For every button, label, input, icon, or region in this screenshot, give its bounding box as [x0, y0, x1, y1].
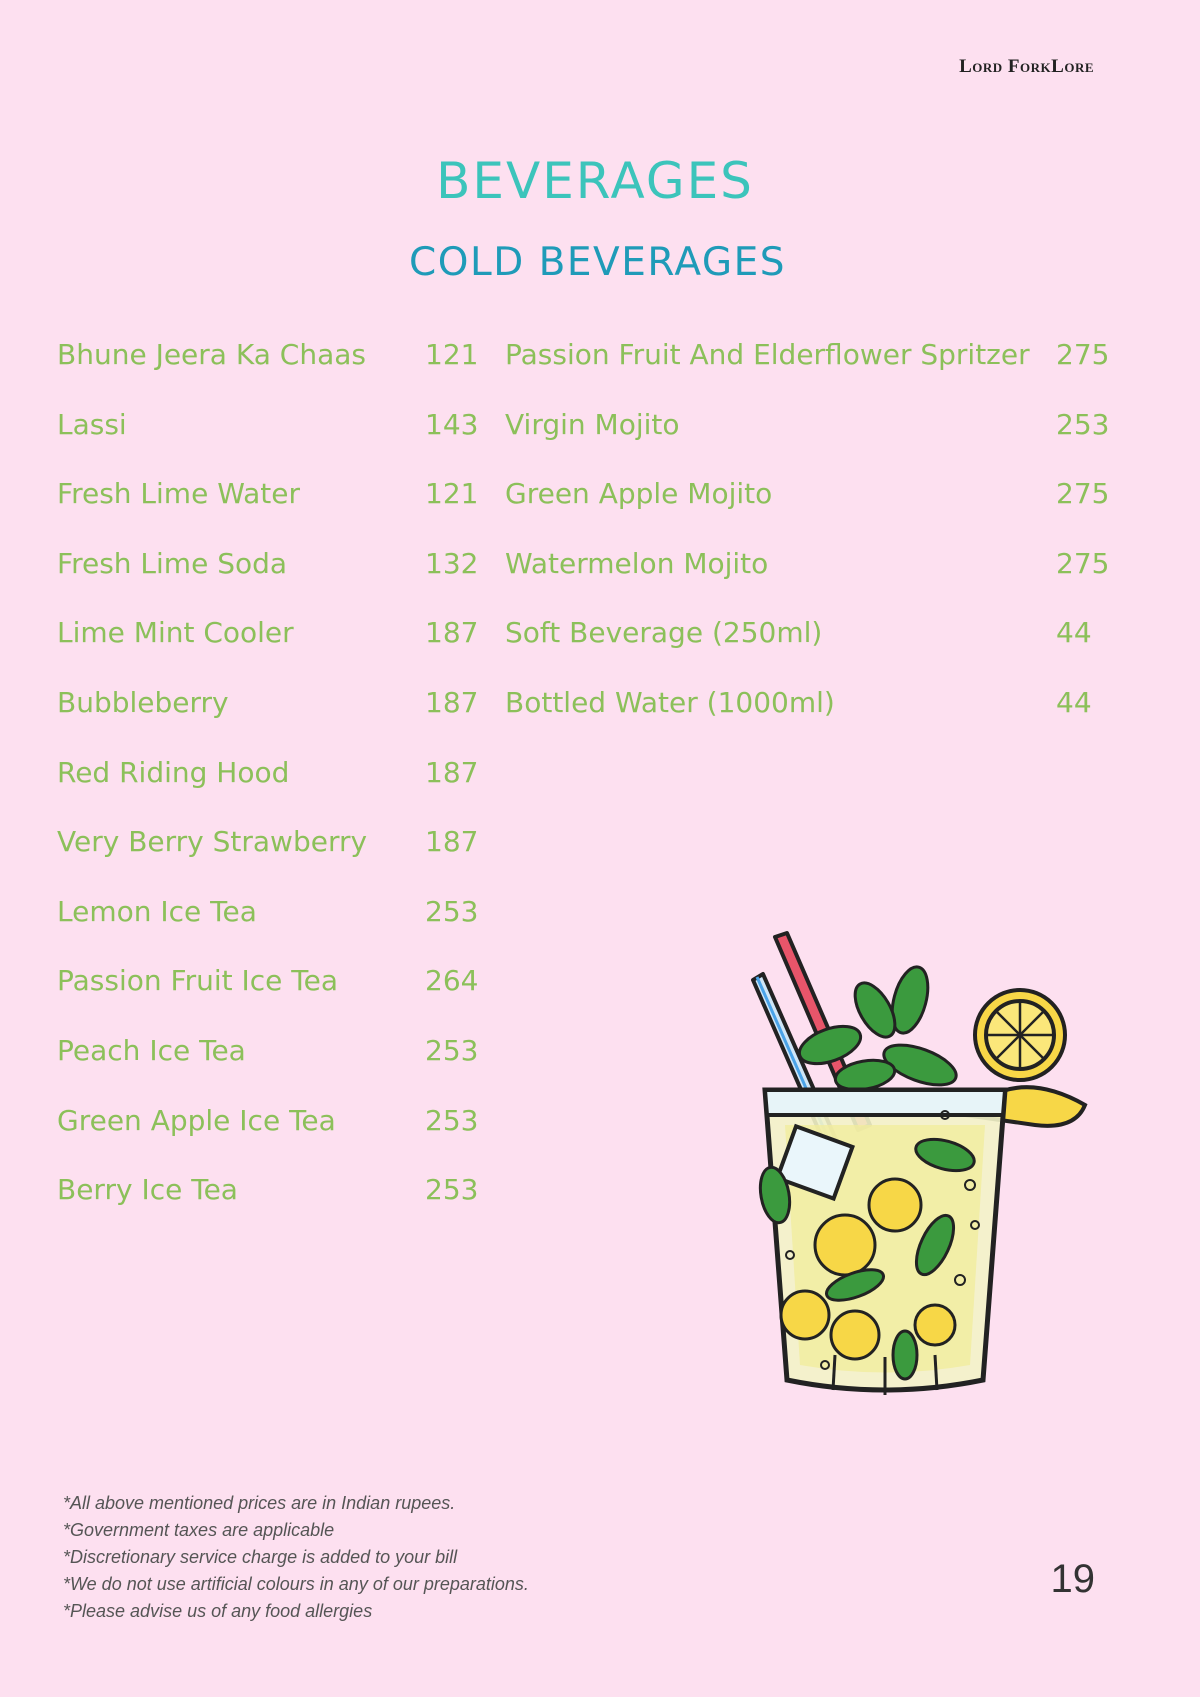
menu-item	[57, 964, 487, 1034]
menu-item	[57, 756, 487, 826]
item-name: Very Berry Strawberry	[57, 825, 368, 859]
mojito-glass-illustration	[745, 925, 1095, 1425]
footnote: *Government taxes are applicable	[63, 1520, 335, 1540]
menu-item	[57, 1173, 487, 1243]
item-price: 187	[425, 755, 479, 789]
menu-item	[57, 1104, 487, 1174]
item-price: 253	[425, 894, 479, 928]
item-name: Lemon Ice Tea	[57, 894, 257, 928]
item-name: Berry Ice Tea	[57, 1173, 238, 1207]
menu-item	[57, 1034, 487, 1104]
menu-item	[505, 338, 1125, 408]
item-name: Peach Ice Tea	[57, 1033, 246, 1067]
item-name: Bottled Water (1000ml)	[505, 685, 835, 719]
menu-item	[505, 547, 1125, 617]
menu-item	[505, 477, 1125, 547]
item-name: Lime Mint Cooler	[57, 616, 294, 650]
item-name: Green Apple Mojito	[505, 477, 773, 511]
menu-item	[57, 547, 487, 617]
item-price: 44	[1056, 685, 1092, 719]
footnotes	[63, 1490, 529, 1625]
item-name: Green Apple Ice Tea	[57, 1103, 336, 1137]
menu-item	[505, 686, 1125, 756]
item-price: 132	[425, 546, 479, 580]
menu-column-right	[505, 338, 1125, 756]
item-name: Watermelon Mojito	[505, 546, 769, 580]
item-name: Passion Fruit Ice Tea	[57, 964, 339, 998]
menu-item	[57, 616, 487, 686]
footnote: *All above mentioned prices are in Indian rupees.	[63, 1493, 456, 1513]
item-price: 275	[1056, 338, 1110, 371]
item-price: 275	[1056, 477, 1110, 511]
brand-logo: Lord ForkLore	[959, 56, 1094, 77]
section-title: COLD BEVERAGES	[409, 240, 786, 285]
item-price: 253	[425, 1173, 479, 1207]
menu-item	[505, 616, 1125, 686]
item-price: 253	[1056, 407, 1110, 441]
item-name: Bubbleberry	[57, 685, 229, 719]
item-price: 275	[1056, 546, 1110, 580]
footnote: *Please advise us of any food allergies	[63, 1601, 373, 1621]
item-price: 121	[425, 338, 479, 371]
page-title: BEVERAGES	[436, 152, 754, 210]
item-price: 143	[425, 407, 479, 441]
item-price: 253	[425, 1103, 479, 1137]
item-name: Fresh Lime Water	[57, 477, 300, 511]
footnote: *We do not use artificial colours in any of our preparations.	[63, 1574, 529, 1594]
item-price: 187	[425, 616, 479, 650]
item-name: Passion Fruit And Elderflower Spritzer	[505, 338, 1030, 371]
menu-item	[57, 825, 487, 895]
item-price: 187	[425, 825, 479, 859]
item-price: 121	[425, 477, 479, 511]
menu-item	[57, 477, 487, 547]
item-name: Lassi	[57, 407, 127, 441]
item-price: 264	[425, 964, 479, 998]
menu-column-left	[57, 338, 487, 1243]
menu-item	[505, 408, 1125, 478]
item-name: Bhune Jeera Ka Chaas	[57, 338, 366, 371]
menu-item	[57, 895, 487, 965]
item-name: Red Riding Hood	[57, 755, 290, 789]
page-number: 19	[1050, 1557, 1095, 1601]
item-name: Fresh Lime Soda	[57, 546, 288, 580]
item-name: Virgin Mojito	[505, 407, 680, 441]
footnote: *Discretionary service charge is added to your bill	[63, 1547, 458, 1567]
menu-item	[57, 686, 487, 756]
item-price: 187	[425, 685, 479, 719]
menu-item	[57, 408, 487, 478]
item-name: Soft Beverage (250ml)	[505, 616, 823, 650]
item-price: 44	[1056, 616, 1092, 650]
menu-item	[57, 338, 487, 408]
item-price: 253	[425, 1033, 479, 1067]
